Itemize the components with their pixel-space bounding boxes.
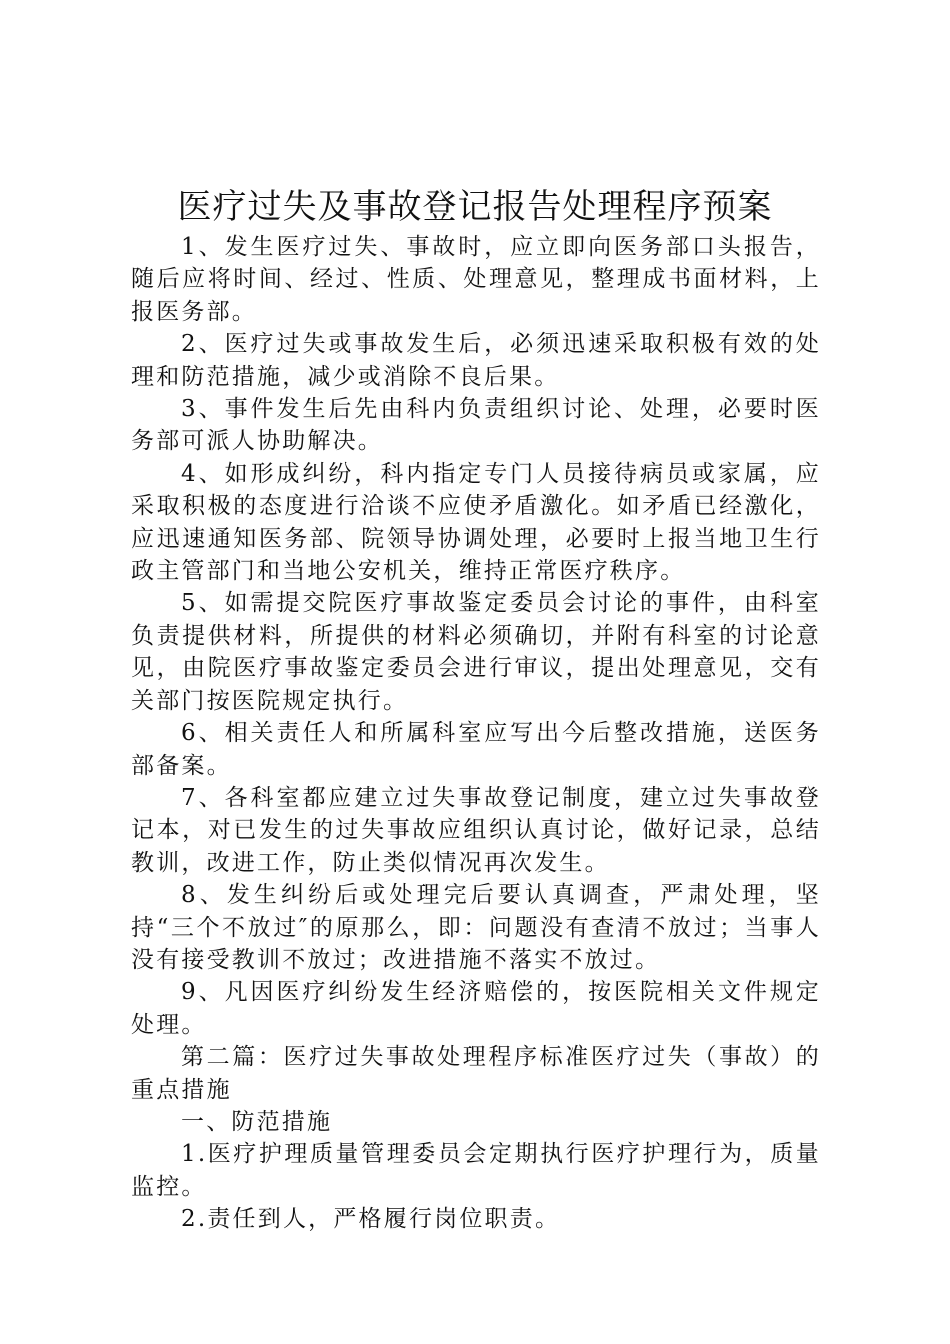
paragraph-2: 2、医疗过失或事故发生后，必须迅速采取积极有效的处理和防范措施，减少或消除不良后果。 [131,331,821,390]
paragraph-4: 4、如形成纠纷，科内指定专门人员接待病员或家属，应采取积极的态度进行洽谈不应使矛盾激化。如矛盾已经激化，应迅速通知医务部、院领导协调处理，必要时上报当地卫生行政主管部门和当地公安机关，维持正常医疗秩序。 [131,460,821,585]
subheading-prevention: 一、防范措施 [181,1108,333,1135]
document-body [131,231,821,1236]
paragraph-3: 3、事件发生后先由科内负责组织讨论、处理，必要时医务部可派人协助解决。 [131,396,821,455]
paragraph-9: 9、凡因医疗纠纷发生经济赔偿的，按医院相关文件规定处理。 [131,979,821,1038]
paragraph-5: 5、如需提交院医疗事故鉴定委员会讨论的事件，由科室负责提供材料，所提供的材料必须确切，并附有科室的讨论意见，由院医疗事故鉴定委员会进行审议，提出处理意见，交有关部门按医院规定执行。 [131,590,821,714]
paragraph-6: 6、相关责任人和所属科室应写出今后整改措施，送医务部备案。 [131,720,821,779]
paragraph-1: 1、发生医疗过失、事故时，应立即向医务部口头报告，随后应将时间、经过、性质、处理意见，整理成书面材料，上报医务部。 [131,234,821,325]
paragraph-7: 7、各科室都应建立过失事故登记制度，建立过失事故登记本，对已发生的过失事故应组织认真讨论，做好记录，总结教训，改进工作，防止类似情况再次发生。 [131,784,821,876]
prevention-item-2: 2.责任到人，严格履行岗位职责。 [181,1206,561,1233]
prevention-item-1: 1.医疗护理质量管理委员会定期执行医疗护理行为，质量监控。 [131,1141,821,1200]
section-heading-part-two: 第二篇：医疗过失事故处理程序标准医疗过失（事故）的重点措施 [131,1044,821,1103]
paragraph-8: 8、发生纠纷后或处理完后要认真调查，严肃处理，坚持“三个不放过″的原那么，即：问题没有查清不放过；当事人没有接受教训不放过；改进措施不落实不放过。 [131,882,821,973]
document-title: 医疗过失及事故登记报告处理程序预案 [177,187,773,227]
